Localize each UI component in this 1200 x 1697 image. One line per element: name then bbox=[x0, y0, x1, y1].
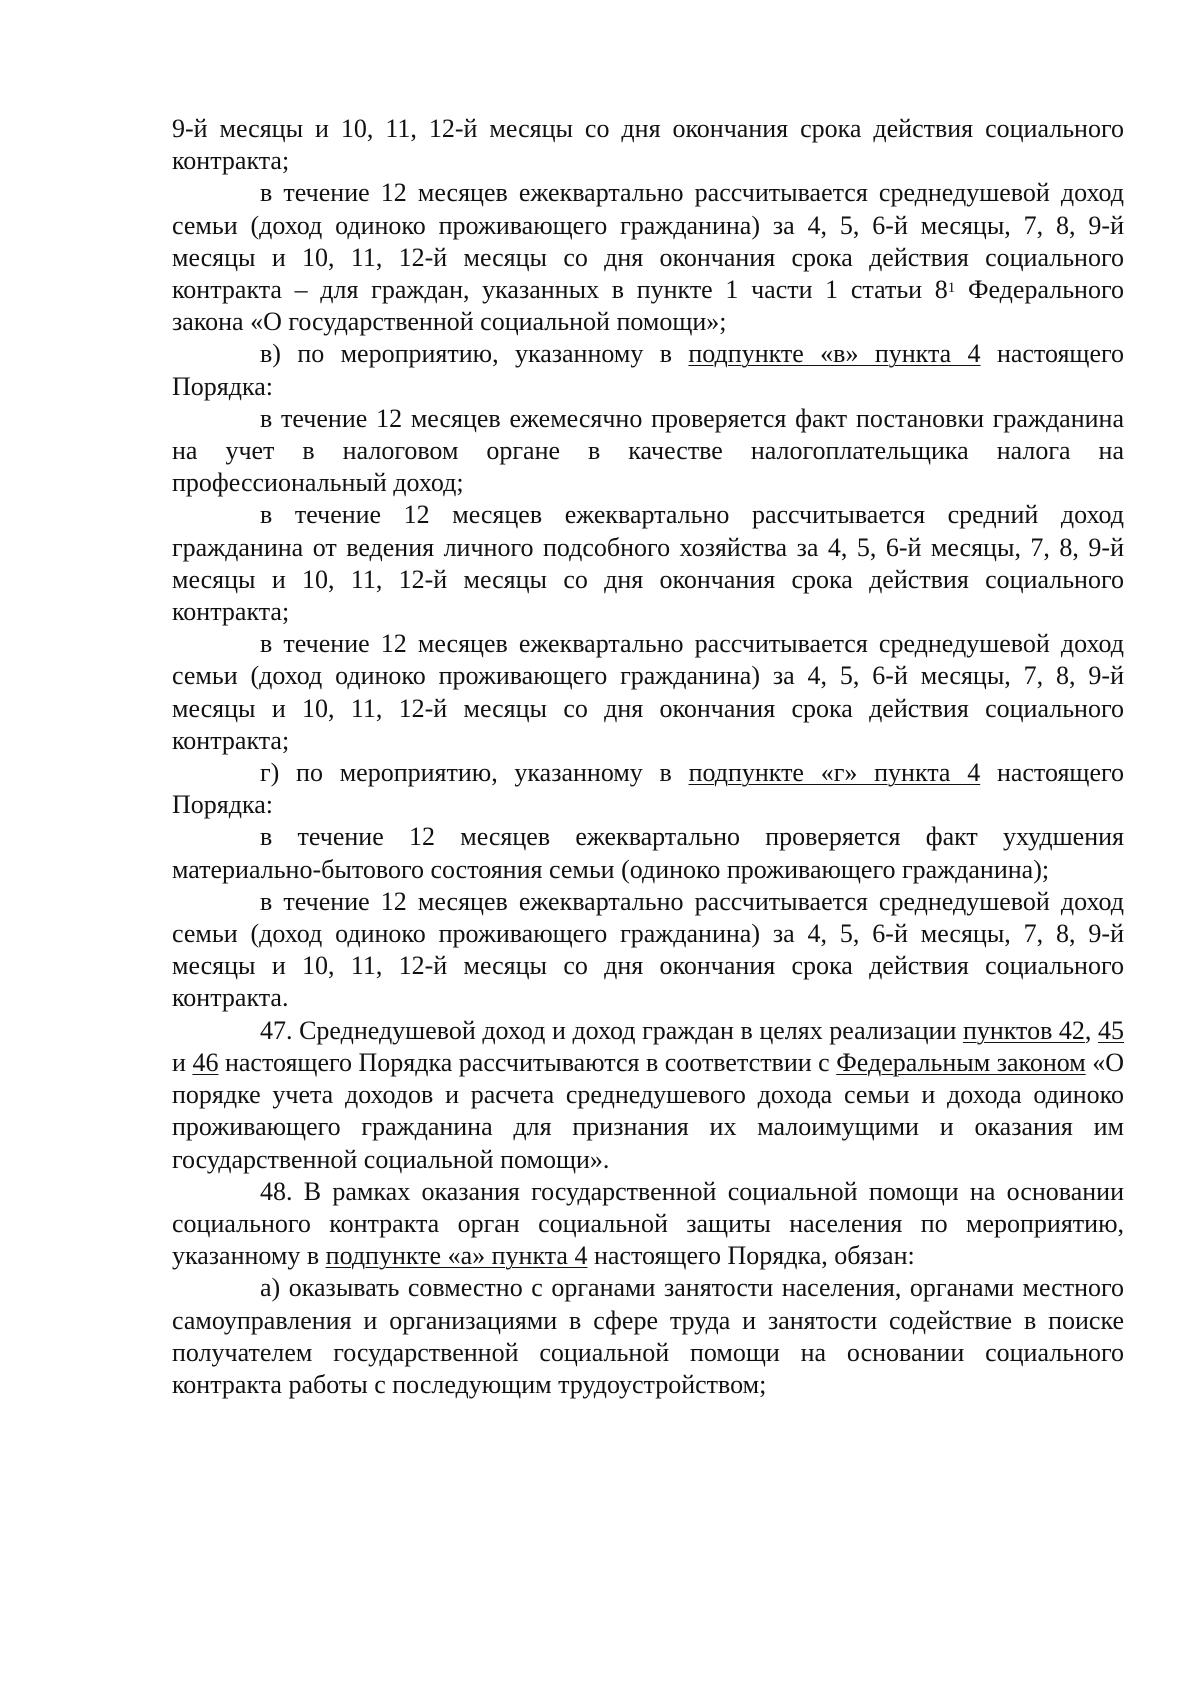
paragraph-text: в течение 12 месяцев ежеквартально проверяется факт ухудшения материально-бытового состояния семьи (одиноко проживающего гражданина); bbox=[172, 822, 1124, 884]
paragraph-tax-registration bbox=[172, 403, 1124, 500]
paragraph-continuation bbox=[172, 113, 1124, 177]
link-subitem-g-item-4[interactable]: подпункте «г» пункта 4 bbox=[688, 758, 981, 788]
paragraph-text: 47. Среднедушевой доход и доход граждан в целях реализации bbox=[260, 1015, 963, 1045]
paragraph-text: в течение 12 месяцев ежеквартально рассчитывается средний доход гражданина от ведения личного подсобного хозяйства за 4, 5, 6-й месяцы, 7, 8, 9-й месяцы и 10, 11, 12-й месяцы со дня окончания срока действия социального контракта; bbox=[172, 500, 1124, 627]
link-item-42[interactable]: пунктов 42 bbox=[962, 1015, 1085, 1045]
link-subitem-v-item-4[interactable]: подпункте «в» пункта 4 bbox=[688, 339, 981, 369]
paragraph-household-income bbox=[172, 499, 1124, 628]
paragraph-item-g bbox=[172, 757, 1124, 821]
paragraph-subitem-a bbox=[172, 1272, 1124, 1401]
paragraph-item-47 bbox=[172, 1015, 1124, 1176]
paragraph-text: 9-й месяцы и 10, 11, 12-й месяцы со дня окончания срока действия социального контракта; bbox=[172, 114, 1124, 176]
paragraph-text: в течение 12 месяцев ежемесячно проверяется факт постановки гражданина на учет в налоговом органе в качестве налогоплательщика налога на профессиональный доход; bbox=[172, 403, 1124, 498]
paragraph-text-tail: «О порядке учета доходов и расчета среднедушевого дохода семьи и дохода одиноко проживающего гражданина для признания их малоимущими и оказания им государственной социальной помощи». bbox=[172, 1047, 1125, 1174]
paragraph-text-tail: настоящего Порядка, обязан: bbox=[587, 1241, 915, 1271]
paragraph-per-capita-income bbox=[172, 628, 1124, 757]
superscript-article-number: 1 bbox=[947, 280, 956, 297]
paragraph-text-tail: настоящего Порядка: bbox=[172, 758, 1124, 820]
paragraph-text: г) по мероприятию, указанному в bbox=[260, 758, 689, 788]
paragraph-living-conditions bbox=[172, 821, 1124, 885]
paragraph-income-calc-federal bbox=[172, 177, 1124, 338]
separator-comma: , bbox=[1084, 1015, 1098, 1045]
document-body bbox=[172, 113, 1124, 1401]
paragraph-text-tail: Федерального закона «О государственной социальной помощи»; bbox=[172, 275, 1124, 337]
paragraph-item-48 bbox=[172, 1176, 1124, 1273]
paragraph-text: а) оказывать совместно с органами занятости населения, органами местного самоуправления и организациями в сфере труда и занятости содействие в поиске получателем государственной социальной помощи на основании социального контракта работы с последующим трудоустройством; bbox=[172, 1273, 1124, 1399]
link-federal-law[interactable]: Федеральным законом bbox=[836, 1047, 1086, 1077]
paragraph-text-middle: настоящего Порядка рассчитываются в соответствии с bbox=[218, 1047, 837, 1077]
separator-and: и bbox=[172, 1047, 193, 1077]
paragraph-text-tail: настоящего Порядка: bbox=[172, 339, 1124, 401]
link-subitem-a-item-4[interactable]: подпункте «а» пункта 4 bbox=[325, 1241, 588, 1271]
link-item-45[interactable]: 45 bbox=[1098, 1015, 1124, 1045]
paragraph-text: в течение 12 месяцев ежеквартально рассчитывается среднедушевой доход семьи (доход одиноко проживающего гражданина) за 4, 5, 6-й месяцы, 7, 8, 9-й месяцы и 10, 11, 12-й месяцы со дня окончания срока действия социального контракта. bbox=[172, 886, 1124, 1013]
paragraph-text: в течение 12 месяцев ежеквартально рассчитывается среднедушевой доход семьи (доход одиноко проживающего гражданина) за 4, 5, 6-й месяцы, 7, 8, 9-й месяцы и 10, 11, 12-й месяцы со дня окончания срока действия социального контракта; bbox=[172, 629, 1124, 755]
paragraph-item-v bbox=[172, 338, 1124, 402]
paragraph-text: в) по мероприятию, указанному в bbox=[260, 339, 689, 369]
link-item-46[interactable]: 46 bbox=[192, 1047, 219, 1077]
paragraph-text: в течение 12 месяцев ежеквартально рассчитывается среднедушевой доход семьи (доход одиноко проживающего гражданина) за 4, 5, 6-й месяцы, 7, 8, 9-й месяцы и 10, 11, 12-й месяцы со дня окончания срока действия социального контракта – для граждан, указанных в пункте 1 части 1 статьи 8 bbox=[172, 178, 1124, 305]
paragraph-text: 48. В рамках оказания государственной социальной помощи на основании социального контракта орган социальной защиты населения по мероприятию, указанному в bbox=[172, 1176, 1124, 1271]
paragraph-per-capita-income-2 bbox=[172, 886, 1124, 1015]
